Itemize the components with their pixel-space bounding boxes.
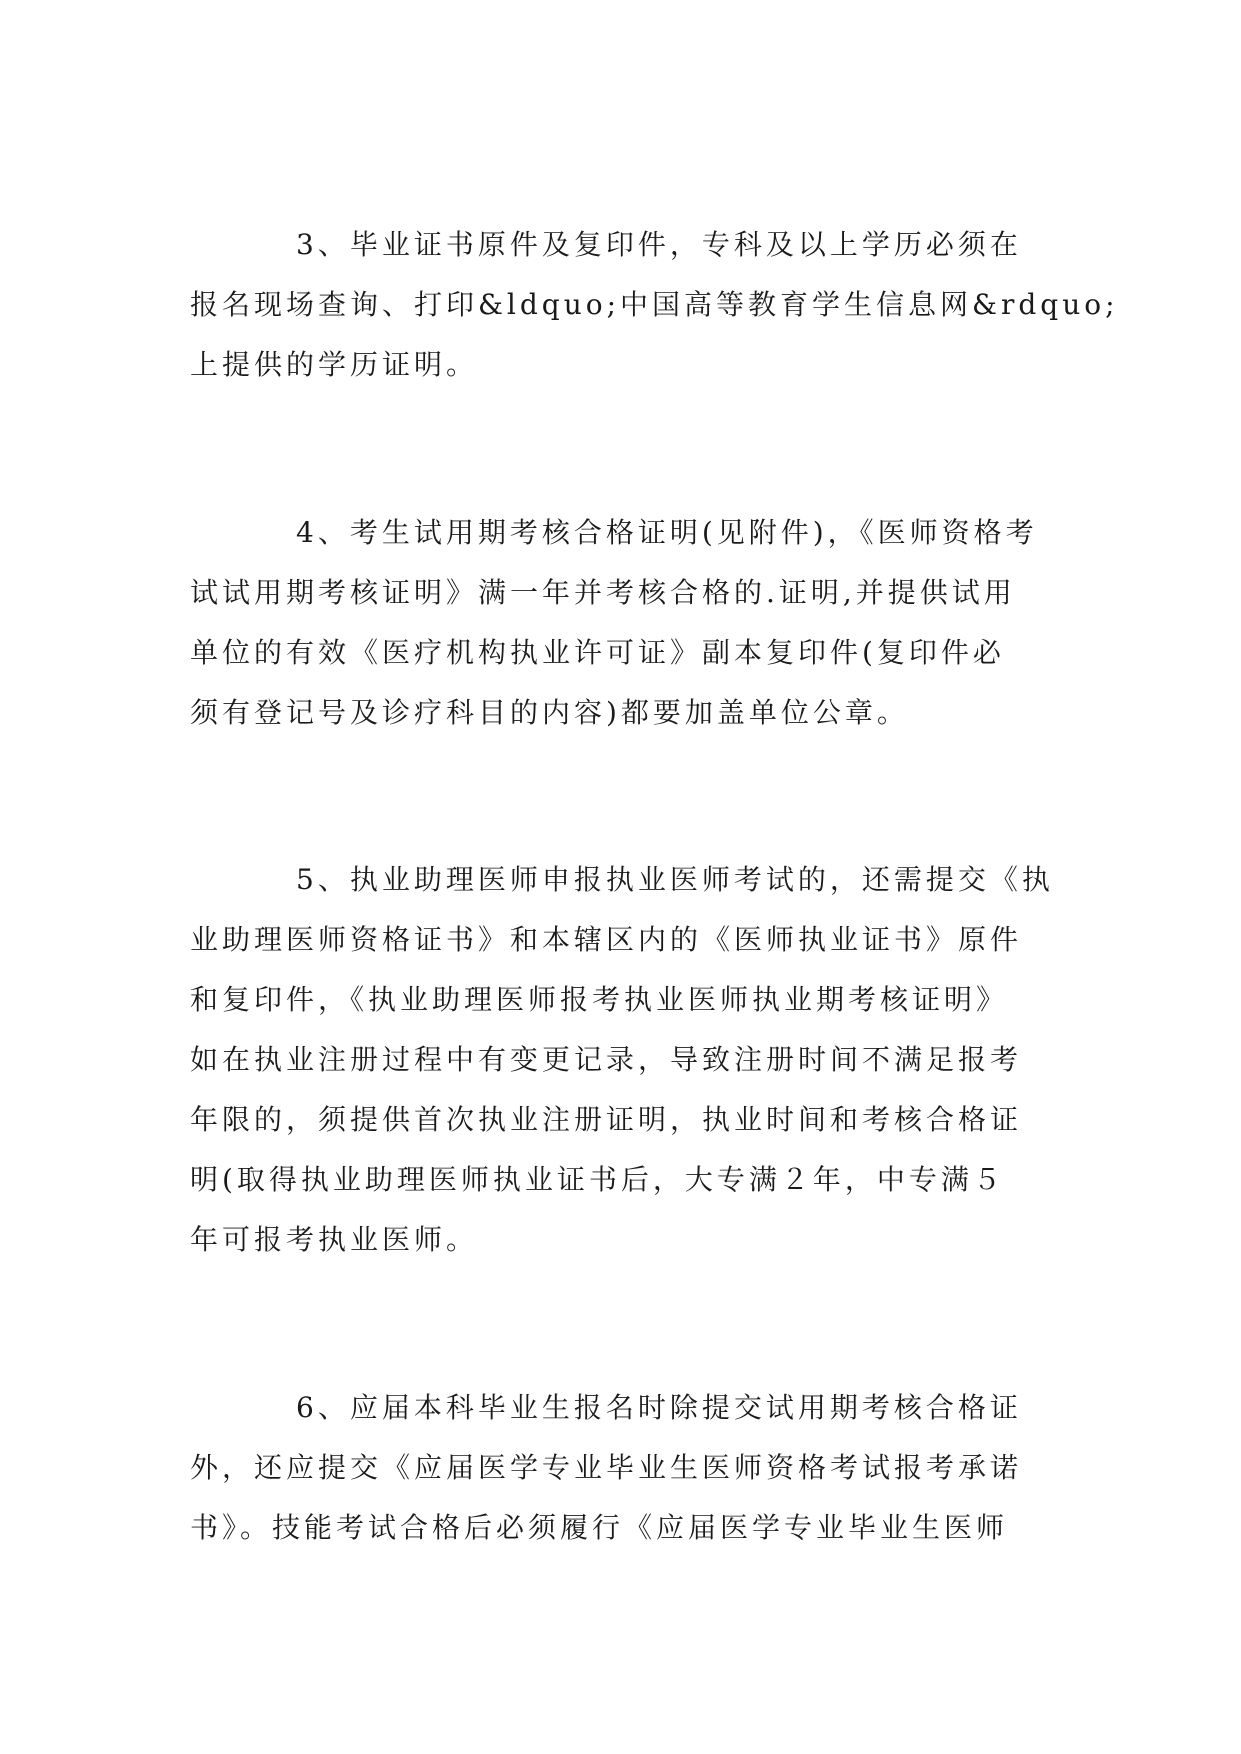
paragraph-item-6: [190, 1378, 1050, 1558]
paragraph-line: 须有登记号及诊疗科目的内容)都要加盖单位公章。: [190, 696, 909, 729]
paragraph-line: 试试用期考核证明》满一年并考核合格的.证明,并提供试用: [190, 576, 1016, 609]
paragraph-line: 书》。技能考试合格后必须履行《应届医学专业毕业生医师: [190, 1511, 1009, 1544]
paragraph-line: 业助理医师资格证书》和本辖区内的《医师执业证书》原件: [190, 923, 1023, 956]
paragraph-line: 4、考生试用期考核合格证明(见附件)，《医师资格考: [296, 516, 1038, 549]
paragraph-line: 年可报考执业医师。: [190, 1223, 479, 1256]
paragraph-line: 单位的有效《医疗机构执业许可证》副本复印件(复印件必: [190, 636, 1005, 669]
paragraph-line: 报名现场查询、打印&ldquo;中国高等教育学生信息网&rdquo;: [190, 288, 1119, 321]
paragraph-line: 上提供的学历证明。: [190, 348, 479, 381]
paragraph-line: 3、毕业证书原件及复印件，专科及以上学历必须在: [296, 228, 1022, 261]
paragraph-line: 5、执业助理医师申报执业医师考试的，还需提交《执: [296, 863, 1054, 896]
paragraph-item-4: [190, 503, 1050, 743]
paragraph-line: 6、应届本科毕业生报名时除提交试用期考核合格证: [296, 1391, 1022, 1424]
paragraph-line: 和复印件，《执业助理医师报考执业医师执业期考核证明》: [190, 983, 1009, 1016]
paragraph-item-5: [190, 850, 1054, 1270]
paragraph-line: 外，还应提交《应届医学专业毕业生医师资格考试报考承诺: [190, 1451, 1023, 1484]
paragraph-line: 如在执业注册过程中有变更记录，导致注册时间不满足报考: [190, 1043, 1023, 1076]
paragraph-line: 年限的，须提供首次执业注册证明，执业时间和考核合格证: [190, 1103, 1023, 1136]
paragraph-line: 明(取得执业助理医师执业证书后，大专满２年，中专满５: [190, 1163, 1005, 1196]
paragraph-item-3: [190, 215, 1119, 395]
